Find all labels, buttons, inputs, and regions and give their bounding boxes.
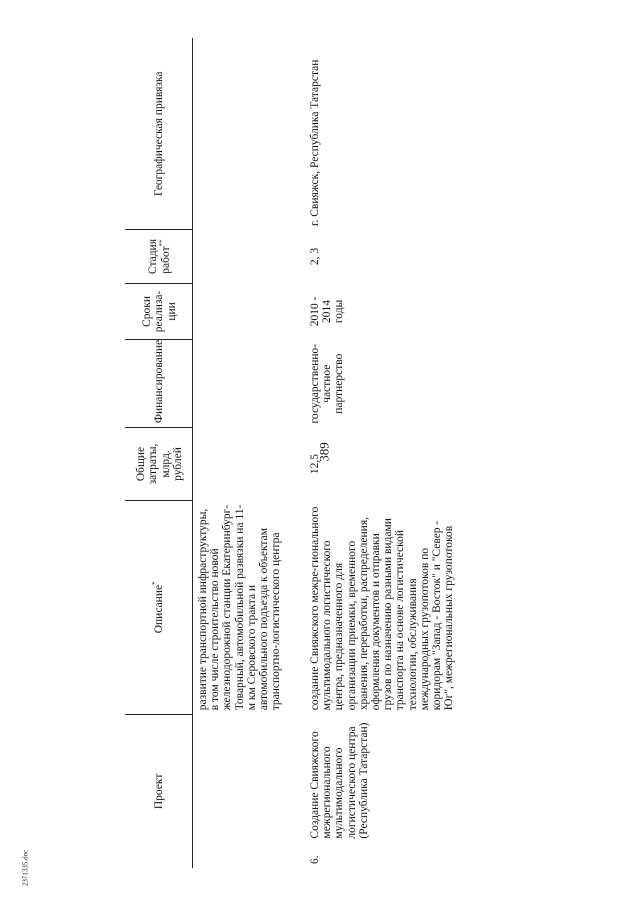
header-description: Описание* bbox=[125, 500, 193, 714]
document-code: 2371335.doc bbox=[21, 849, 30, 887]
row-number bbox=[193, 843, 300, 868]
geography bbox=[193, 38, 300, 230]
table-row bbox=[193, 38, 300, 868]
header-total-cost: Общие затраты, млрд. рублей bbox=[125, 428, 193, 501]
stage: 2, 3 bbox=[309, 247, 321, 266]
description-footnote-mark: * bbox=[151, 581, 160, 585]
stage bbox=[193, 230, 300, 283]
row-number: 6. bbox=[309, 855, 321, 864]
header-project: Проект bbox=[125, 714, 193, 868]
stage-footnote-mark: ** bbox=[157, 239, 166, 247]
header-row bbox=[125, 38, 193, 868]
financing: государственно-частное партнерство bbox=[309, 343, 346, 424]
header-stage: Стадия работ** bbox=[125, 230, 193, 283]
project-name bbox=[193, 714, 300, 842]
terms bbox=[193, 283, 300, 340]
total-cost bbox=[193, 428, 300, 501]
project-name: Создание Свияжского межрегионального мультимодального логистического центра (Республика Татарстан) bbox=[309, 722, 370, 839]
table-row bbox=[299, 38, 455, 868]
terms: 2010 - 2014 годы bbox=[309, 296, 346, 327]
project-description: развитие транспортной инфраструктуры, в том числе строительство новой железнодорожной станции Екатеринбург-Товарный, автомобильной развязки на 11-м км Серовского тракта и автомобильного подъезда к объектам транспортно-логистического центра bbox=[197, 504, 283, 711]
total-cost: 12,5 bbox=[309, 453, 321, 475]
rotated-table-container bbox=[125, 38, 580, 868]
project-description: создание Свияжского межре-гионального мультимодального логистического центра, предназначенного для организации приемки, временного хранения, переработки, распределения, оформления документов и отправки грузов по назначению разными видами транспорта на основе логистической технологии, обслуживания международных грузопотоков по коридорам "Запад - Восток" и "Север - Юг", межрегиональных грузопотоков bbox=[309, 506, 456, 711]
geography: г. Свияжск, Республика Татарстан bbox=[309, 59, 321, 226]
projects-table bbox=[125, 38, 455, 868]
financing bbox=[193, 340, 300, 428]
page-number: 389 bbox=[316, 442, 332, 462]
header-terms: Сроки реализа-ции bbox=[125, 283, 193, 340]
header-geography: Географическая привязка bbox=[125, 38, 193, 230]
header-financing: Финансирование bbox=[125, 340, 193, 428]
